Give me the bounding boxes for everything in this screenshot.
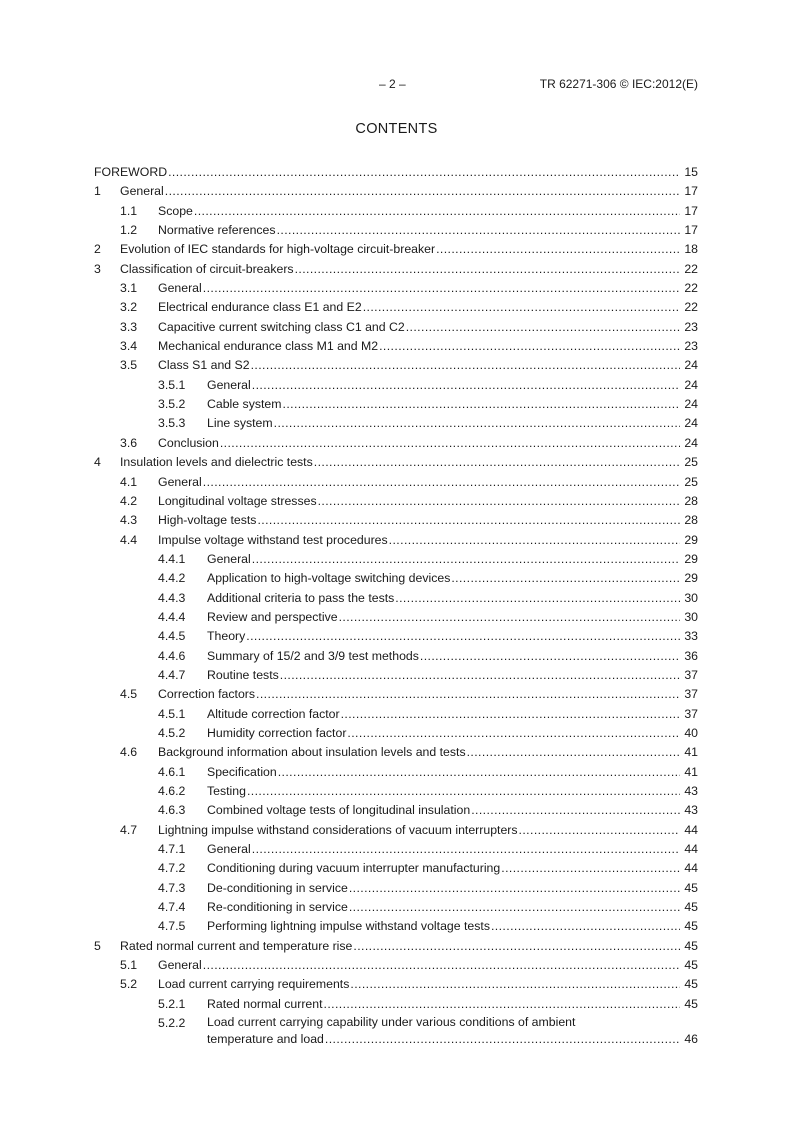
toc-entry-page: 36 bbox=[684, 648, 698, 663]
toc-entry-number: 4.3 bbox=[120, 513, 138, 528]
toc-entry-title: Mechanical endurance class M1 and M2 bbox=[158, 339, 379, 354]
toc-entry[interactable] bbox=[94, 1014, 698, 1050]
dot-leader bbox=[451, 569, 680, 588]
dot-leader bbox=[347, 724, 680, 743]
toc-entry-page: 45 bbox=[684, 900, 698, 915]
toc-entry-page: 29 bbox=[684, 532, 698, 547]
toc-entry-page: 41 bbox=[684, 745, 698, 760]
toc-entry-title: Conditioning during vacuum interrupter manufacturing bbox=[207, 861, 501, 876]
toc-entry-number: 3.2 bbox=[120, 300, 138, 315]
toc-entry-number: 4.5 bbox=[120, 687, 138, 702]
toc-entry-page: 24 bbox=[684, 435, 698, 450]
toc-entry-page: 30 bbox=[684, 590, 698, 605]
toc-entry[interactable] bbox=[94, 743, 698, 762]
toc-entry[interactable] bbox=[94, 298, 698, 317]
toc-entry-page: 45 bbox=[684, 996, 698, 1011]
toc-entry-title-continued: temperature and load bbox=[207, 1032, 324, 1047]
toc-entry-title: Summary of 15/2 and 3/9 test methods bbox=[207, 648, 419, 663]
dot-leader bbox=[194, 202, 680, 221]
dot-leader bbox=[252, 840, 680, 859]
toc-entry-title: Insulation levels and dielectric tests bbox=[120, 455, 313, 470]
toc-entry[interactable] bbox=[94, 840, 698, 859]
dot-leader bbox=[436, 240, 680, 259]
toc-entry-page: 44 bbox=[684, 861, 698, 876]
toc-entry-title: Classification of circuit-breakers bbox=[120, 261, 294, 276]
dot-leader bbox=[501, 859, 680, 878]
toc-entry-page: 46 bbox=[684, 1032, 698, 1047]
toc-entry-page: 33 bbox=[684, 629, 698, 644]
toc-entry-number: 4 bbox=[94, 455, 101, 470]
toc-entry[interactable] bbox=[94, 956, 698, 975]
toc-entry-title: Cable system bbox=[207, 397, 282, 412]
toc-entry-title: Line system bbox=[207, 416, 273, 431]
toc-entry[interactable] bbox=[94, 473, 698, 492]
toc-entry-number: 3 bbox=[94, 261, 101, 276]
toc-entry-number: 4.4.4 bbox=[158, 609, 186, 624]
dot-leader bbox=[203, 473, 680, 492]
dot-leader bbox=[314, 453, 680, 472]
toc-entry-page: 29 bbox=[684, 551, 698, 566]
toc-entry[interactable] bbox=[94, 260, 698, 279]
dot-leader bbox=[256, 685, 680, 704]
toc-entry-page: 43 bbox=[684, 803, 698, 818]
toc-entry-title: Additional criteria to pass the tests bbox=[207, 590, 395, 605]
toc-entry[interactable] bbox=[94, 376, 698, 395]
dot-leader bbox=[318, 492, 680, 511]
toc-entry[interactable] bbox=[94, 821, 698, 840]
page-number: – 2 – bbox=[379, 77, 406, 91]
toc-entry-number: 4.6 bbox=[120, 745, 138, 760]
toc-entry-page: 45 bbox=[684, 880, 698, 895]
toc-entry-page: 22 bbox=[684, 261, 698, 276]
toc-entry-number: 5.2 bbox=[120, 977, 138, 992]
toc-entry[interactable] bbox=[94, 879, 698, 898]
toc-entry-number: 4.7 bbox=[120, 822, 138, 837]
toc-entry[interactable] bbox=[94, 782, 698, 801]
toc-entry-title: Background information about insulation levels and tests bbox=[158, 745, 466, 760]
toc-entry-number: 3.5.1 bbox=[158, 377, 186, 392]
dot-leader bbox=[283, 395, 681, 414]
toc-entry-number: 2 bbox=[94, 242, 101, 257]
toc-entry-title: Conclusion bbox=[158, 435, 219, 450]
toc-entry-page: 24 bbox=[684, 377, 698, 392]
toc-entry-page: 30 bbox=[684, 609, 698, 624]
page-header bbox=[0, 77, 793, 93]
toc-entry-number: 3.4 bbox=[120, 339, 138, 354]
toc-entry[interactable] bbox=[94, 240, 698, 259]
toc-entry-title: Class S1 and S2 bbox=[158, 358, 250, 373]
toc-entry-title: Load current carrying capability under various conditions of ambient bbox=[207, 1015, 576, 1030]
toc-entry-title: Evolution of IEC standards for high-voltage circuit-breaker bbox=[120, 242, 436, 257]
toc-entry-page: 37 bbox=[684, 687, 698, 702]
toc-entry-number: 4.4.5 bbox=[158, 629, 186, 644]
toc-entry-title: Load current carrying requirements bbox=[158, 977, 350, 992]
toc-entry-title: Correction factors bbox=[158, 687, 256, 702]
table-of-contents bbox=[94, 163, 698, 1050]
dot-leader bbox=[349, 879, 680, 898]
toc-entry-title: General bbox=[120, 184, 164, 199]
toc-entry-page: 17 bbox=[684, 184, 698, 199]
toc-entry-number: 4.2 bbox=[120, 493, 138, 508]
toc-entry-page: 37 bbox=[684, 667, 698, 682]
toc-entry-number: 4.7.4 bbox=[158, 900, 186, 915]
toc-entry-page: 25 bbox=[684, 474, 698, 489]
toc-entry-page: 22 bbox=[684, 281, 698, 296]
toc-entry-page: 24 bbox=[684, 397, 698, 412]
dot-leader bbox=[363, 298, 680, 317]
page-title: CONTENTS bbox=[355, 121, 438, 137]
dot-leader bbox=[339, 608, 680, 627]
toc-entry-title: Testing bbox=[207, 784, 246, 798]
toc-entry-page: 40 bbox=[684, 725, 698, 740]
toc-entry[interactable] bbox=[94, 569, 698, 588]
toc-entry-page: 25 bbox=[684, 455, 698, 470]
toc-entry-number: 5.2.2 bbox=[158, 1016, 186, 1031]
toc-entry[interactable] bbox=[94, 414, 698, 433]
toc-entry-number: 4.4.3 bbox=[158, 590, 186, 605]
dot-leader bbox=[277, 221, 680, 240]
toc-entry-number: 1 bbox=[94, 184, 101, 199]
dot-leader bbox=[251, 356, 680, 375]
toc-entry-page: 15 bbox=[684, 165, 698, 179]
dot-leader bbox=[350, 975, 680, 994]
toc-entry[interactable] bbox=[94, 550, 698, 569]
toc-entry-title: Lightning impulse withstand considerations of vacuum interrupters bbox=[158, 822, 518, 837]
toc-entry-number: 5.2.1 bbox=[158, 996, 186, 1011]
toc-entry[interactable] bbox=[94, 608, 698, 627]
toc-entry-title: FOREWORD bbox=[94, 165, 168, 179]
dot-leader bbox=[324, 995, 680, 1014]
dot-leader bbox=[379, 337, 680, 356]
toc-entry-page: 23 bbox=[684, 319, 698, 334]
toc-entry-title: General bbox=[158, 281, 202, 296]
toc-entry-number: 4.5.1 bbox=[158, 706, 186, 721]
toc-entry-number: 3.5.2 bbox=[158, 397, 186, 412]
dot-leader bbox=[220, 434, 680, 453]
dot-leader bbox=[203, 956, 680, 975]
toc-entry[interactable] bbox=[94, 182, 698, 201]
toc-entry-number: 4.4.7 bbox=[158, 667, 186, 682]
toc-entry[interactable] bbox=[94, 705, 698, 724]
toc-entry[interactable] bbox=[94, 511, 698, 530]
toc-entry[interactable] bbox=[94, 356, 698, 375]
dot-leader bbox=[406, 318, 680, 337]
toc-entry-title: Capacitive current switching class C1 and C2 bbox=[158, 319, 405, 334]
toc-entry-title: General bbox=[207, 551, 251, 566]
dot-leader bbox=[353, 937, 680, 956]
toc-entry-page: 28 bbox=[684, 513, 698, 528]
toc-entry-title: Normative references bbox=[158, 223, 276, 238]
dot-leader bbox=[257, 511, 680, 530]
toc-entry[interactable] bbox=[94, 163, 698, 182]
toc-entry-number: 4.5.2 bbox=[158, 725, 186, 740]
toc-entry-page: 29 bbox=[684, 571, 698, 586]
dot-leader bbox=[246, 627, 680, 646]
toc-entry[interactable] bbox=[94, 453, 698, 472]
toc-entry[interactable] bbox=[94, 666, 698, 685]
toc-entry-number: 4.7.1 bbox=[158, 842, 186, 857]
toc-entry-page: 43 bbox=[684, 784, 698, 798]
toc-entry[interactable] bbox=[94, 937, 698, 956]
dot-leader bbox=[341, 705, 680, 724]
dot-leader bbox=[471, 801, 680, 820]
toc-entry-number: 5 bbox=[94, 938, 101, 953]
toc-entry-title: Electrical endurance class E1 and E2 bbox=[158, 300, 362, 315]
toc-entry[interactable] bbox=[94, 995, 698, 1014]
toc-entry-title: Humidity correction factor bbox=[207, 725, 347, 740]
toc-entry-number: 4.4.2 bbox=[158, 571, 186, 586]
toc-entry[interactable] bbox=[94, 221, 698, 240]
toc-entry-title: Application to high-voltage switching devices bbox=[207, 571, 451, 586]
toc-entry-page: 17 bbox=[684, 223, 698, 238]
toc-entry[interactable] bbox=[94, 434, 698, 453]
dot-leader bbox=[274, 414, 680, 433]
toc-entry-page: 45 bbox=[684, 977, 698, 992]
toc-entry-number: 4.6.3 bbox=[158, 803, 186, 818]
toc-entry[interactable] bbox=[94, 202, 698, 221]
toc-entry[interactable] bbox=[94, 337, 698, 356]
toc-entry-page: 18 bbox=[684, 242, 698, 257]
toc-entry-title: Review and perspective bbox=[207, 609, 338, 624]
dot-leader bbox=[395, 589, 680, 608]
toc-entry-page: 44 bbox=[684, 822, 698, 837]
toc-entry-title: General bbox=[207, 842, 251, 857]
dot-leader bbox=[420, 647, 680, 666]
toc-entry-title: High-voltage tests bbox=[158, 513, 257, 528]
dot-leader bbox=[247, 782, 680, 801]
toc-entry-number: 4.7.2 bbox=[158, 861, 186, 876]
toc-entry[interactable] bbox=[94, 859, 698, 878]
dot-leader bbox=[491, 917, 680, 936]
toc-entry[interactable] bbox=[94, 531, 698, 550]
toc-entry-number: 3.3 bbox=[120, 319, 138, 334]
toc-entry-number: 3.5 bbox=[120, 358, 138, 373]
toc-entry-title: Longitudinal voltage stresses bbox=[158, 493, 317, 508]
dot-leader bbox=[168, 163, 680, 182]
toc-entry[interactable] bbox=[94, 898, 698, 917]
dot-leader bbox=[467, 743, 680, 762]
dot-leader bbox=[280, 666, 680, 685]
toc-entry-page: 23 bbox=[684, 339, 698, 354]
toc-entry-title: General bbox=[158, 958, 202, 973]
toc-entry[interactable] bbox=[94, 724, 698, 743]
dot-leader bbox=[165, 182, 680, 201]
toc-entry-title: Altitude correction factor bbox=[207, 706, 340, 721]
toc-entry[interactable] bbox=[94, 917, 698, 936]
toc-entry-number: 1.1 bbox=[120, 203, 138, 218]
toc-entry-title: Theory bbox=[207, 629, 246, 644]
toc-entry-page: 45 bbox=[684, 938, 698, 953]
toc-entry-number: 5.1 bbox=[120, 958, 138, 973]
dot-leader bbox=[389, 531, 680, 550]
toc-entry-page: 24 bbox=[684, 358, 698, 373]
toc-entry[interactable] bbox=[94, 975, 698, 994]
toc-entry-number: 4.7.5 bbox=[158, 919, 186, 934]
toc-entry-page: 22 bbox=[684, 300, 698, 315]
toc-entry-page: 45 bbox=[684, 919, 698, 934]
toc-entry-number: 3.1 bbox=[120, 281, 138, 296]
toc-entry[interactable] bbox=[94, 279, 698, 298]
toc-entry-number: 3.6 bbox=[120, 435, 138, 450]
toc-entry-page: 37 bbox=[684, 706, 698, 721]
toc-entry-page: 41 bbox=[684, 764, 698, 779]
toc-entry-title: Routine tests bbox=[207, 667, 279, 682]
toc-entry[interactable] bbox=[94, 589, 698, 608]
toc-entry-title: Re-conditioning in service bbox=[207, 900, 348, 915]
dot-leader bbox=[519, 821, 680, 840]
toc-entry-page: 24 bbox=[684, 416, 698, 431]
toc-entry-title: General bbox=[207, 377, 251, 392]
toc-entry[interactable] bbox=[94, 395, 698, 414]
toc-entry[interactable] bbox=[94, 685, 698, 704]
toc-entry[interactable] bbox=[94, 647, 698, 666]
toc-entry-page: 45 bbox=[684, 958, 698, 973]
toc-entry-number: 3.5.3 bbox=[158, 416, 186, 431]
toc-entry-number: 4.7.3 bbox=[158, 880, 186, 895]
toc-entry[interactable] bbox=[94, 801, 698, 820]
toc-entry-number: 4.4.1 bbox=[158, 551, 186, 566]
toc-entry-title: Specification bbox=[207, 764, 277, 779]
toc-entry-title: Performing lightning impulse withstand voltage tests bbox=[207, 919, 490, 934]
toc-entry-number: 4.4.6 bbox=[158, 648, 186, 663]
toc-entry-number: 1.2 bbox=[120, 223, 138, 238]
toc-entry-number: 4.6.2 bbox=[158, 784, 186, 798]
toc-entry-page: 44 bbox=[684, 842, 698, 857]
toc-entry[interactable] bbox=[94, 318, 698, 337]
toc-entry-number: 4.1 bbox=[120, 474, 138, 489]
toc-entry-title: Combined voltage tests of longitudinal insulation bbox=[207, 803, 471, 818]
toc-entry-page: 28 bbox=[684, 493, 698, 508]
dot-leader bbox=[278, 763, 680, 782]
dot-leader bbox=[295, 260, 680, 279]
dot-leader bbox=[203, 279, 680, 298]
toc-entry-title: Scope bbox=[158, 203, 193, 218]
dot-leader bbox=[325, 1031, 680, 1048]
toc-entry-number: 4.6.1 bbox=[158, 764, 186, 779]
document-reference: TR 62271-306 © IEC:2012(E) bbox=[539, 77, 698, 91]
toc-entry-title: Impulse voltage withstand test procedures bbox=[158, 532, 388, 547]
dot-leader bbox=[252, 550, 680, 569]
toc-entry-title: De-conditioning in service bbox=[207, 880, 348, 895]
dot-leader bbox=[252, 376, 680, 395]
toc-entry-title: Rated normal current and temperature rise bbox=[120, 938, 353, 953]
dot-leader bbox=[349, 898, 680, 917]
toc-entry-page: 17 bbox=[684, 203, 698, 218]
toc-entry-title: General bbox=[158, 474, 202, 489]
toc-entry[interactable] bbox=[94, 627, 698, 646]
toc-entry-title: Rated normal current bbox=[207, 996, 323, 1011]
toc-entry[interactable] bbox=[94, 763, 698, 782]
toc-entry-number: 4.4 bbox=[120, 532, 138, 547]
toc-entry[interactable] bbox=[94, 492, 698, 511]
